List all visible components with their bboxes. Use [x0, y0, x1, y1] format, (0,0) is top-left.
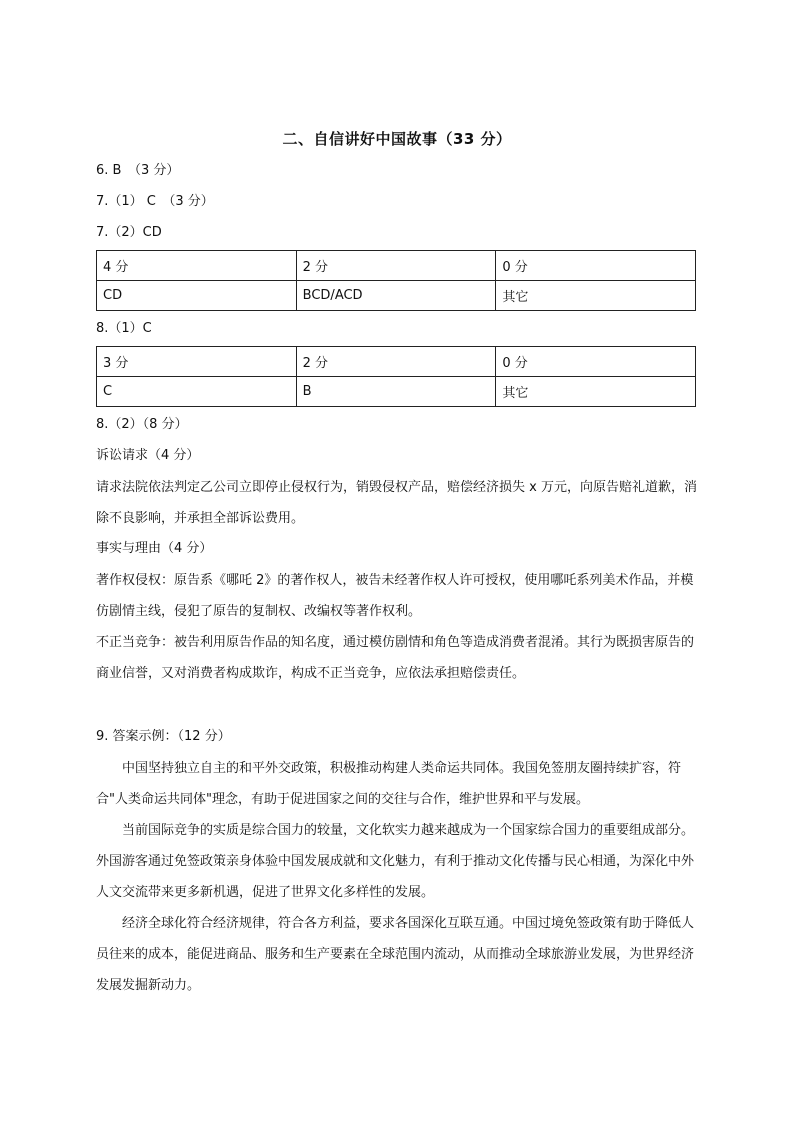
answer-q6: 6. B （3 分）: [96, 163, 180, 178]
table-cell: 其它: [496, 377, 696, 407]
table-cell: 0 分: [496, 347, 696, 377]
table-row: [97, 347, 696, 377]
answer-q7-2: 7.（2）CD: [96, 225, 162, 240]
table-cell: B: [296, 377, 496, 407]
table-row: [97, 377, 696, 407]
table-cell: 2 分: [296, 251, 496, 281]
table-cell: 3 分: [97, 347, 297, 377]
section-title: 二、自信讲好中国故事（33 分）: [282, 130, 512, 148]
q9-paragraph-3: 经济全球化符合经济规律，符合各方利益，要求各国深化互联互通。中国过境免签政策有助于降低人员往来的成本，能促进商品、服务和生产要素在全球范围内流动，从而推动全球旅游业发展，为世界经济发展发掘新动力。: [96, 916, 695, 993]
q9-paragraph-2: 当前国际竞争的实质是综合国力的较量，文化软实力越来越成为一个国家综合国力的重要组成部分。外国游客通过免签政策亲身体验中国发展成就和文化魅力，有利于推动文化传播与民心相通，为深化中外人文交流带来更多新机遇，促进了世界文化多样性的发展。: [96, 823, 695, 900]
q8-score-table: [96, 346, 696, 407]
table-cell: CD: [97, 281, 297, 311]
table-cell: BCD/ACD: [296, 281, 496, 311]
answer-q8-1: 8.（1）C: [96, 321, 152, 336]
claim-text: 请求法院依法判定乙公司立即停止侵权行为，销毁侵权产品，赔偿经济损失 x 万元，向原告赔礼道歉，消除不良影响，并承担全部诉讼费用。: [96, 480, 697, 526]
answer-q9: 9. 答案示例：（12 分）: [96, 729, 231, 744]
facts-copyright: 著作权侵权：原告系《哪吒 2》的著作权人，被告未经著作权人许可授权，使用哪吒系列美术作品，并模仿剧情主线，侵犯了原告的复制权、改编权等著作权利。: [96, 573, 694, 619]
table-cell: 0 分: [496, 251, 696, 281]
answer-q8-2: 8.（2）（8 分）: [96, 417, 188, 432]
q9-paragraph-1: 中国坚持独立自主的和平外交政策，积极推动构建人类命运共同体。我国免签朋友圈持续扩容，符合"人类命运共同体"理念，有助于促进国家之间的交往与合作，维护世界和平与发展。: [96, 761, 682, 807]
table-row: [97, 251, 696, 281]
claim-heading: 诉讼请求（4 分）: [96, 448, 200, 463]
q7-score-table: [96, 250, 696, 311]
table-cell: 4 分: [97, 251, 297, 281]
table-row: [97, 281, 696, 311]
facts-unfair-competition: 不正当竞争：被告利用原告作品的知名度，通过模仿剧情和角色等造成消费者混淆。其行为既损害原告的商业信誉，又对消费者构成欺诈，构成不正当竞争，应依法承担赔偿责任。: [96, 635, 695, 681]
table-cell: 2 分: [296, 347, 496, 377]
answer-q7-1: 7.（1） C （3 分）: [96, 194, 214, 209]
facts-heading: 事实与理由（4 分）: [96, 541, 213, 556]
table-cell: C: [97, 377, 297, 407]
table-cell: 其它: [496, 281, 696, 311]
